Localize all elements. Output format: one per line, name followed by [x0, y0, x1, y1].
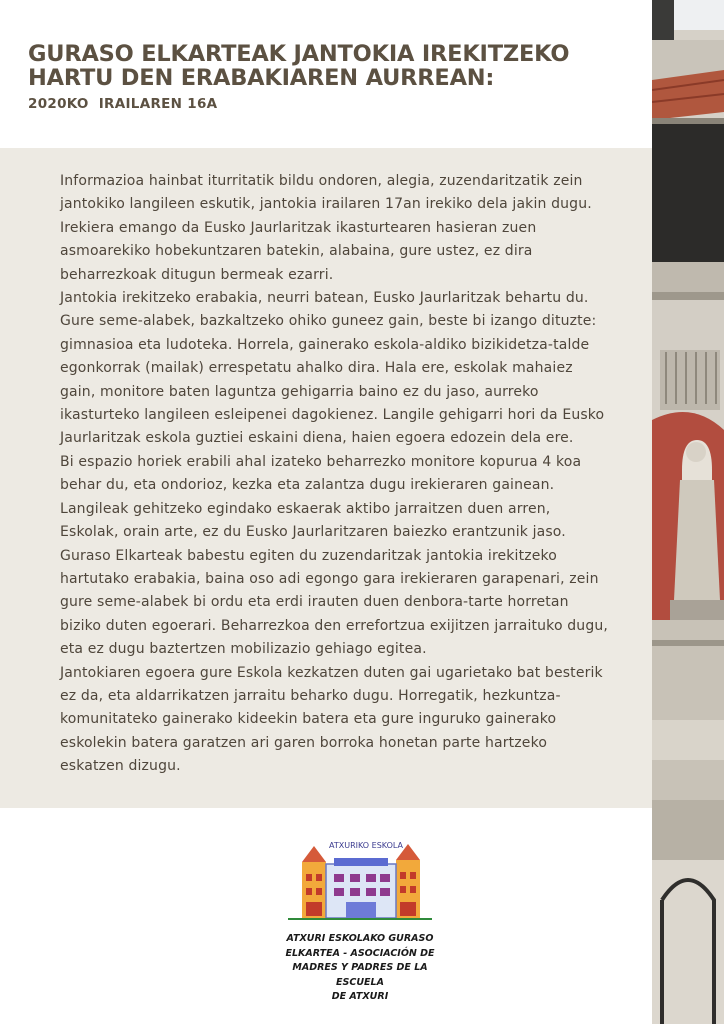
logo-caption-line: MADRES Y PADRES DE LA ESCUELA: [292, 962, 428, 988]
paragraph: Jantokia irekitzeko erabakia, neurri batean, Eusko Jaurlaritzak behartu du. Gure seme-alabek, bazkaltzeko ohiko guneez gain, beste bi izango dituzte: gimnasioa eta ludoteka. Horrela, gainerako eskola-aldiko bizikidetza-talde egonkorrak (mailak) errespetatu ahalko dira. Hala ere, eskolak mahaiez gain, monitore baten laguntza gehigarria baino ez du jaso, aurreko ikasturteko langileen esleipenei dagokienez. Langile gehigarri hori da Eusko Jaurlaritzak eskola guztiei eskaini diena, haien egoera edozein dela ere.: [60, 290, 605, 447]
page-date: 2020KO IRAILAREN 16A: [28, 96, 218, 112]
logo-caption-line: ELKARTEA - ASOCIACIÓN DE: [285, 947, 435, 959]
paragraph: Informazioa hainbat iturritatik bildu ondoren, alegia, zuzendaritzatik zein jantokiko langileen eskutik, jantokia irailaren 17an irekiko dela jakin dugu. Irekiera emango da Eusko Jaurlaritzak ikasturtearen hasieran zuen asmoarekiko hobekuntzaren batekin, alabaina, gure ustez, ez dira beharrezkoak ditugun bermeak ezarri.: [60, 173, 592, 283]
paragraph: Jantokiaren egoera gure Eskola kezkatzen duten gai ugarietako bat besterik ez da, eta aldarrikatzen jarraitu beharko dugu. Horregatik, hezkuntza-komunitateko gainerako kideekin batera eta gure inguruko gainerako eskolekin batera garatzen ari garen borroka honetan parte hartzeko eskatzen dizugu.: [60, 664, 603, 775]
logo-caption-line: ATXURI ESKOLAKO GURASO: [286, 933, 434, 944]
association-logo: [270, 834, 450, 1005]
page-title: GURASO ELKARTEAK JANTOKIA IREKITZEKO HARTU DEN ERABAKIAREN AURREAN:: [28, 41, 570, 91]
building-photo: [652, 0, 724, 1024]
paragraph: Guraso Elkarteak babestu egiten du zuzendaritzak jantokia irekitzeko hartutako erabakia, baina oso adi egongo gara irekieraren garapenari, zein gure seme-alabek bi ordu eta erdi irauten duen denbora-tarte horretan biziko duten egoerari. Beharrezkoa den errefortzua exijitzen jarraituko dugu, eta ez dugu baztertzen mobilizazio gehiago egitea.: [60, 547, 608, 658]
logo-caption-line: DE ATXURI: [331, 991, 389, 1002]
building-photo-illustration: [652, 0, 724, 1024]
body-text: [60, 170, 612, 779]
school-drawing: [284, 834, 436, 926]
header: [28, 42, 628, 112]
logo-sign-text: ATXURIKO ESKOLA: [329, 841, 403, 850]
paragraph: Bi espazio horiek erabili ahal izateko beharrezko monitore kopurua 4 koa behar du, eta ondorioz, kezka eta zalantza dugu irekieraren gainean. Langileak gehitzeko egindako eskaerak aktibo jarraitzen duen arren, Eskolak, orain arte, ez du Eusko Jaurlaritzaren baiezko erantzunik jaso.: [60, 453, 582, 541]
logo-caption: [270, 932, 450, 1005]
